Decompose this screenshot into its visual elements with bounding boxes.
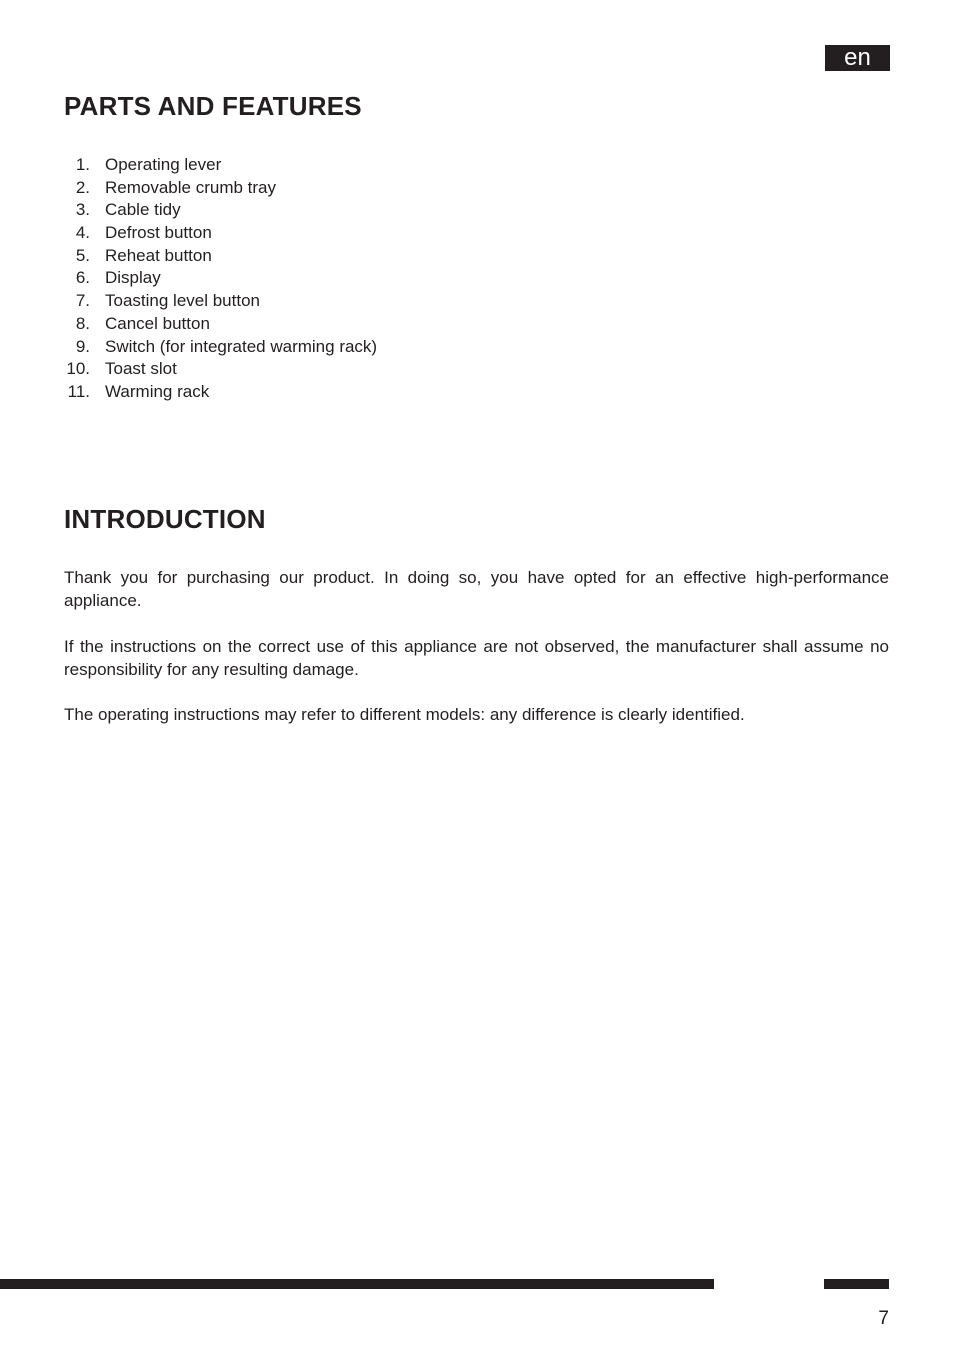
parts-list-item [64, 381, 210, 404]
parts-list-item [64, 267, 161, 290]
item-label: Operating lever [105, 155, 222, 174]
item-number: 11. [67, 381, 90, 401]
item-number: 10. [66, 359, 90, 379]
item-number: 9. [75, 336, 90, 356]
item-number: 2. [75, 177, 90, 197]
item-label: Cable tidy [105, 200, 181, 220]
item-number: 4. [75, 223, 90, 243]
parts-list-item [64, 358, 177, 381]
item-number: 8. [75, 313, 90, 333]
item-number: 6. [75, 268, 90, 288]
footer-rule-left [0, 1279, 714, 1289]
parts-list-item [64, 222, 212, 245]
parts-list-item [64, 290, 260, 313]
item-number: 1. [75, 155, 90, 174]
intro-paragraph: The operating instructions may refer to different models: any difference is clearly identified. [64, 705, 745, 724]
item-label: Removable crumb tray [105, 177, 277, 197]
item-number: 3. [75, 200, 90, 220]
parts-and-features-heading: PARTS AND FEATURES [64, 91, 362, 121]
item-label: Toast slot [105, 359, 177, 379]
parts-list-item [64, 199, 181, 222]
parts-list-item [64, 154, 222, 177]
parts-list-item [64, 336, 378, 359]
language-badge: en [825, 45, 890, 71]
item-number: 7. [75, 291, 90, 311]
parts-list-item [64, 313, 210, 336]
footer-rule-right [824, 1279, 889, 1289]
intro-paragraph: Thank you for purchasing our product. In doing so, you have opted for an effective high-performance appliance. [64, 568, 889, 610]
item-label: Display [105, 268, 161, 288]
item-label: Defrost button [105, 223, 212, 243]
intro-paragraph: If the instructions on the correct use of this appliance are not observed, the manufacturer shall assume no responsibility for any resulting damage. [64, 636, 889, 679]
page-number: 7 [878, 1308, 889, 1329]
parts-list [64, 154, 378, 404]
item-number: 5. [75, 245, 90, 265]
introduction-heading: INTRODUCTION [64, 504, 266, 534]
item-label: Switch (for integrated warming rack) [105, 336, 378, 356]
introduction-body [64, 566, 889, 749]
parts-list-item [64, 245, 212, 268]
item-label: Warming rack [105, 381, 210, 401]
parts-list-item [64, 177, 277, 200]
item-label: Toasting level button [105, 291, 260, 311]
item-label: Reheat button [105, 245, 212, 265]
item-label: Cancel button [105, 313, 210, 333]
